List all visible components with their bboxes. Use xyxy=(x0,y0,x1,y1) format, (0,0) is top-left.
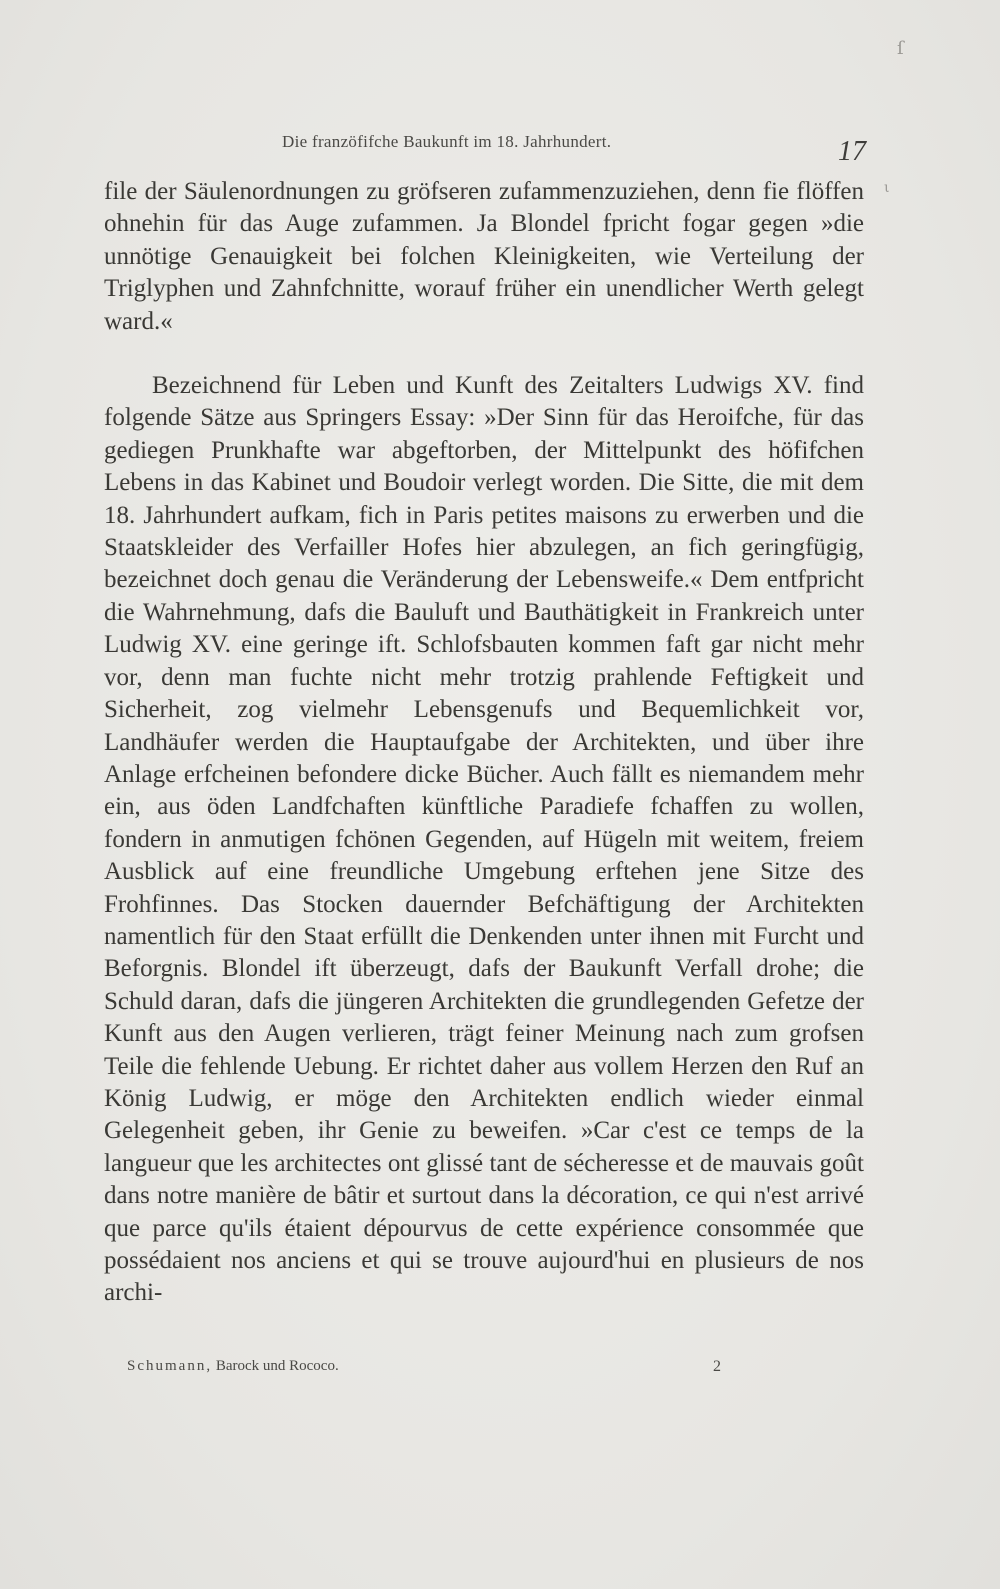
margin-mark-side: ι xyxy=(884,180,890,196)
paragraph-1: file der Säulenordnungen zu gröfseren zufammenzuziehen, denn fie flöffen ohnehin für das Auge zufammen. Ja Blondel fpricht fogar gegen »die unnötige Genauigkeit bei folchen Kleinigkeiten, wie Verteilung der Triglyphen und Zahnfchnitte, worauf früher ein unendlicher Werth gelegt ward.« xyxy=(104,178,864,335)
signature-mark: 2 xyxy=(713,1358,721,1375)
footer-title: Barock und Rococo. xyxy=(215,1358,339,1374)
page-number: 17 xyxy=(838,136,866,167)
footer xyxy=(127,1358,737,1375)
margin-mark: ſ xyxy=(897,38,904,59)
body-text xyxy=(104,176,864,1310)
footer-author: Schumann, xyxy=(127,1358,213,1374)
running-head: Die franzöfifche Baukunft im 18. Jahrhundert. xyxy=(282,132,612,151)
paragraph-2: Bezeichnend für Leben und Kunft des Zeitalters Ludwigs XV. find folgende Sätze aus Springers Essay: »Der Sinn für das Heroifche, für das gediegen Prunkhafte war abgeftorben, der Mittelpunkt des höfifchen Lebens in das Kabinet und Boudoir verlegt worden. Die Sitte, die mit dem 18. Jahrhundert aufkam, fich in Paris petites maisons zu erwerben und die Staatskleider des Verfailler Hofes hier abzulegen, an fich geringfügig, bezeichnet doch genau die Veränderung der Lebensweife.« Dem entfpricht die Wahrnehmung, dafs die Bauluft und Bauthätigkeit in Frankreich unter Ludwig XV. eine geringe ift. Schlofsbauten kommen faft gar nicht mehr vor, denn man fuchte nicht mehr trotzig prahlende Feftigkeit und Sicherheit, zog vielmehr Lebensgenufs und Bequemlichkeit vor, Landhäufer werden die Hauptaufgabe der Architekten, und über ihre Anlage erfcheinen befondere dicke Bücher. Auch fällt es niemandem mehr ein, aus öden Landfchaften künftliche Paradiefe fchaffen zu wollen, fondern in anmutigen fchönen Gegenden, auf Hügeln mit weitem, freiem Ausblick auf eine freundliche Umgebung erftehen jene Sitze des Frohfinnes. Das Stocken dauernder Befchäftigung der Architekten namentlich für den Staat erfüllt die Denkenden unter ihnen mit Furcht und Beforgnis. Blondel ift überzeugt, dafs der Baukunft Verfall drohe; die Schuld daran, dafs die jüngeren Architekten die grundlegenden Gefetze der Kunft aus den Augen verlieren, trägt feiner Meinung nach zum grofsen Teile die fehlende Uebung. Er richtet daher aus vollem Herzen den Ruf an König Ludwig, er möge den Architekten endlich wieder einmal Gelegenheit geben, ihr Genie zu beweifen. »Car c'est ce temps de la langueur que les architectes ont glissé tant de sécheresse et de mauvais goût dans notre manière de bâtir et surtout dans la décoration, ce qui n'est arrivé que parce qu'ils étaient dépourvus de cette expérience consommée que possédaient nos anciens et qui se trouve aujourd'hui en plusieurs de nos archi- xyxy=(104,372,864,1307)
